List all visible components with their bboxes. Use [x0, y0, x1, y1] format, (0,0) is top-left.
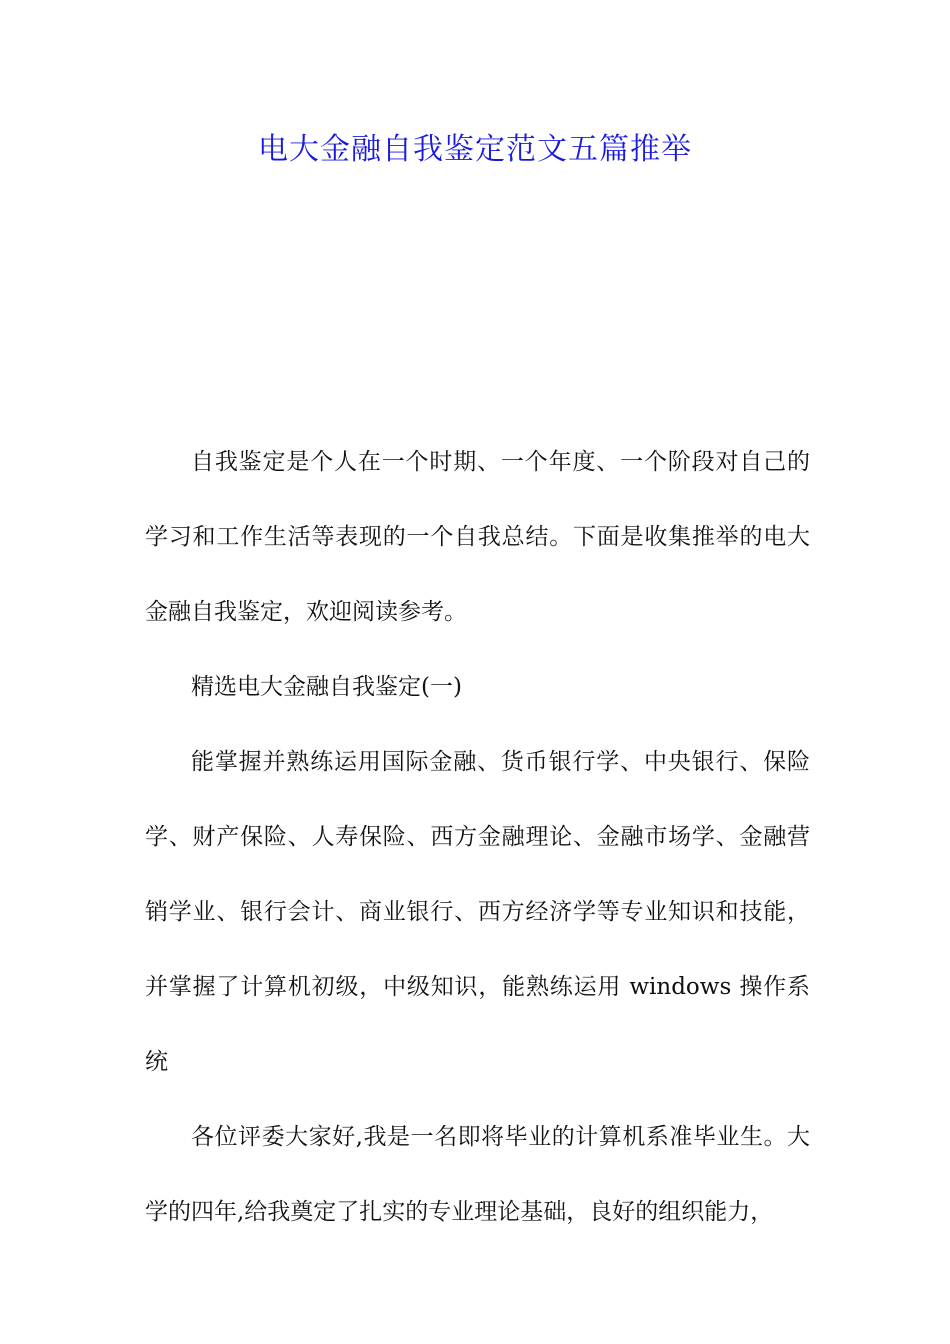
- document-title: 电大金融自我鉴定范文五篇推举: [258, 132, 692, 167]
- body-paragraph-greeting: 各位评委大家好,我是一名即将毕业的计算机系准毕业生。大学的四年,给我奠定了扎实的专业理论基础，良好的组织能力，: [145, 1124, 810, 1225]
- document-body: [145, 425, 810, 1250]
- intro-paragraph: 自我鉴定是个人在一个时期、一个年度、一个阶段对自己的学习和工作生活等表现的一个自我总结。下面是收集推举的电大金融自我鉴定，欢迎阅读参考。: [145, 449, 810, 625]
- section-heading: 精选电大金融自我鉴定(一): [191, 674, 462, 700]
- body-paragraph-skills: 能掌握并熟练运用国际金融、货币银行学、中央银行、保险学、财产保险、人寿保险、西方金融理论、金融市场学、金融营销学业、银行会计、商业银行、西方经济学等专业知识和技能，并掌握了计算机初级，中级知识，能熟练运用 windows 操作系统: [145, 749, 810, 1075]
